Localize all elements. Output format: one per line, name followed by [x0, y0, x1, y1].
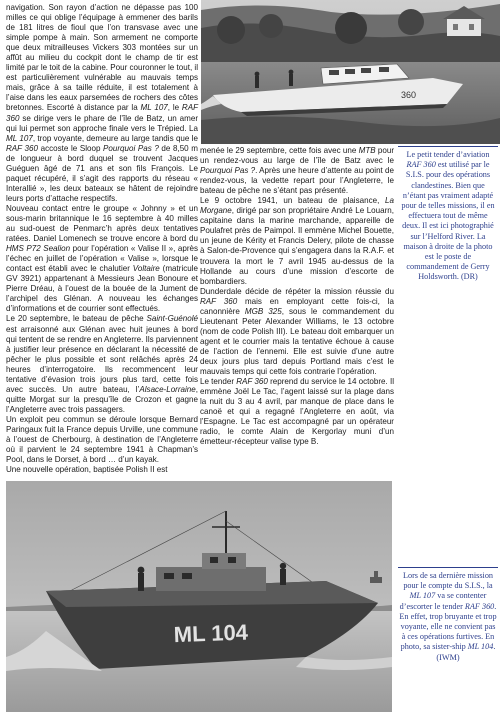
paragraph: Le tender RAF 360 reprend du service le 14 octobre. Il emmène Joël Le Tac, l’agent laissé sur la plage dans la nuit du 3 au 4 avril, par manque de place dans le canoë et qui a regagné l’Angleterre en août, via l’Espagne. Le Tac est accompagné par un opérateur radio, le comte Alain de Kergorlay muni d’un émetteur-récepteur valise type B.	[200, 377, 395, 447]
paragraph: Le 20 septembre, le bateau de pêche Saint-Guénolé est arraisonné aux Glénan avec huit jeunes à bord qui tentent de se rendre en Angleterre. Ils parviennent à justifier leur présence en déclarant la nécessité de pêcher le plus possible et sont relâchés après 24 heures d’interrogatoire. Ils recommencent leur tentative d’évasion trois jours plus tard, cette fois avec succès. Un autre bateau, l’Alsace-Lorraine, quitte Morgat sur la presqu’île de Crozon et gagne l’Angleterre avec trois passagers.	[6, 314, 198, 414]
ml104-photo-image	[6, 481, 392, 712]
caption-divider	[398, 146, 498, 147]
article-column-left	[6, 3, 198, 475]
photo-ml104	[6, 481, 392, 712]
paragraph: navigation. Son rayon d’action ne dépasse pas 100 milles ce qui oblige l’équipage à emmener des barils de 181 litres de fioul que l’on transvase avec une simple pompe à main. Son armement ne comporte que deux mitrailleuses Vickers 303 montées sur un affût au milieu du cockpit dont le champ de tir est limité par le toit de la cabine. Pour couronner le tout, il est particulièrement vulnérable au mauvais temps mais, grâce à sa taille réduite, il est totalement à l’aise dans les eaux parsemées de rochers des côtes bretonnes. Escorté à distance par la ML 107, le RAF 360 se dirige vers le phare de l’île de Batz, un amer qui lui permet son approche finale vers le Trépied. La ML 107, trop voyante, demeure au large tandis que le RAF 360 accoste le Sloop Pourquoi Pas ? de 8,50 m de longueur à bord duquel se trouvent Jacques Guéguen âgé de 71 ans et son fils François. Le paquet récupéré, il s’agit des rapports du réseau « Interallié », les deux bateaux se hâtent de rejoindre leurs ports d’attache respectifs.	[6, 3, 199, 203]
article-column-middle	[200, 146, 394, 447]
paragraph: Dunderdale décide de répéter la mission réussie du RAF 360 mais en employant cette fois-ci, la canonnière MGB 325, sous le commandement du Lieutenant Peter Alexander Williams, le 13 octobre (nom de code Polish III). Le bateau doit embarquer un agent et le courrier mais la tentative échoue à cause de l’action de l’ennemi. Elle est suivie d’une autre deux jours plus tard depuis Portland mais c’est le mauvais temps qui cette fois contrarie l’opération.	[200, 286, 395, 377]
tender-hull-number: 360	[401, 90, 417, 100]
paragraph: Nouveau contact entre le groupe « Johnny » et un sous-marin britannique le 16 septembre à 40 milles au sud-ouest de Penmarc’h après deux tentatives ratées. Daniel Lomenech se trouve encore à bord du HMS P72 Sealion pour l’opération « Valise II », après l’échec en juillet de l’opération « Valise », lorsque le contact est établi avec le chalutier Voltaire (matricule GV 3921) appartenant à Messieurs Jean Bonoure et Pierre Dréau, à l’ouest de la bouée de la Jument de l’archipel des Glénan. A nouveau les échanges d’informations et de courrier sont effectués.	[6, 203, 199, 314]
paragraph: Le 9 octobre 1941, un bateau de plaisance, La Morgane, dirigé par son propriétaire André Le Louarn, capitaine dans la marine marchande, appareille de Poulafret près de Paimpol. Il emmène Michel Bouette, un jeune de Kérity et Francis Delery, pilote de chasse à Salon-de-Provence qui s’engagera dans la R.A.F. et trouvera la mort le 7 avril 1945 au-dessus de la Hollande au cours d’une mission d’escorte de bombardiers.	[200, 196, 394, 286]
tender-photo-image	[201, 0, 500, 144]
photo-raf360-tender	[201, 0, 500, 144]
paragraph: Une nouvelle opération, baptisée Polish II est	[6, 465, 168, 475]
paragraph: menée le 29 septembre, cette fois avec une MTB pour un rendez-vous au large de l’île de Batz avec le Pourquoi Pas ?. Après une heure d’attente au point de rendez-vous, la vedette repart pour l’Angleterre, le bateau de pêche ne s’étant pas présenté.	[200, 146, 394, 196]
caption-ml104: Lors de sa dernière mission pour le compte du S.I.S., la ML 107 va se contenter d’escorter le tender RAF 360. En effet, trop bruyante et trop voyante, elle ne convient pas à ces opérations furtives. En photo, sa sister-ship ML 104. (IWM)	[399, 571, 497, 662]
paragraph: Un exploit peu commun se déroule lorsque Bernard Paringaux fuit la France depuis Urville, une commune à l’ouest de Cherbourg, à destination de l’Angleterre où il parvient le 24 septembre 1941 à Chapman’s Pool, dans le Dorset, à bord … d’un kayak.	[6, 414, 198, 465]
caption-raf360: Le petit tender d’aviation RAF 360 est utilisé par le S.I.S. pour des opérations clandestines. Bien que n’étant pas vraiment adapté pour de telles missions, il en effectuera tout de même deux. Il est ici photographié sur l’Helford River. La maison à droite de la photo est le poste de commandement de Gerry Holdsworth. (DR)	[401, 150, 495, 282]
caption-divider	[398, 567, 498, 568]
ml104-hull-number: ML 104	[173, 619, 249, 648]
